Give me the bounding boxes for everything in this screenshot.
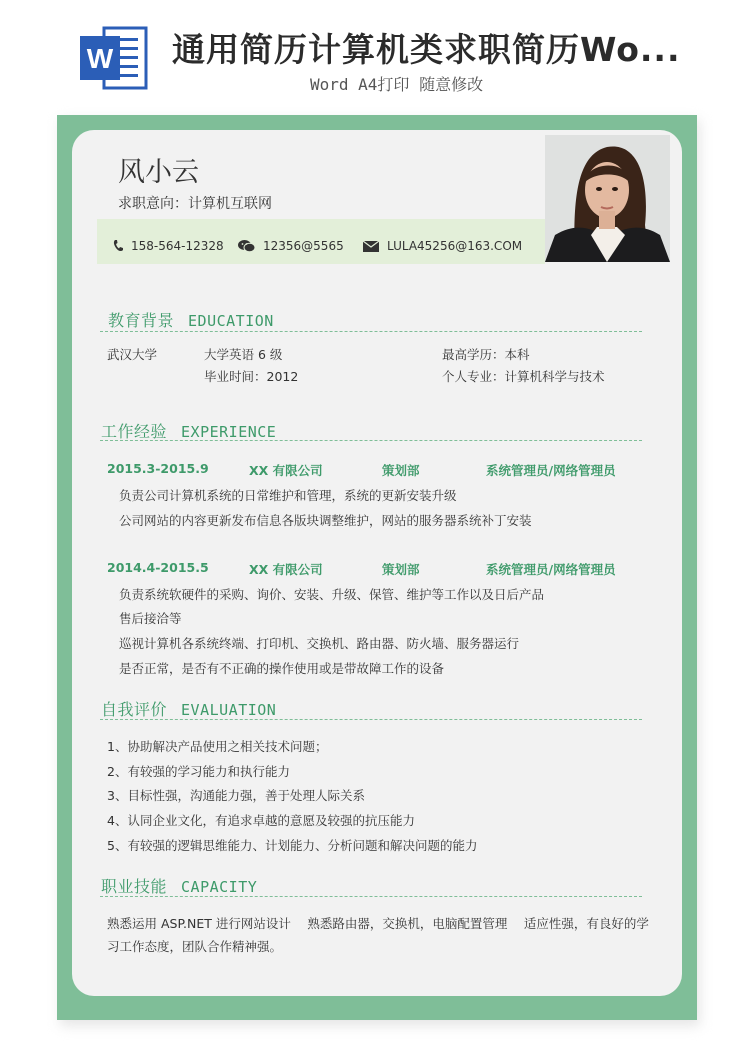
edu-graduation: 毕业时间：2012	[204, 369, 299, 384]
education-title-en: EDUCATION	[188, 312, 274, 330]
mail-icon	[363, 241, 379, 252]
edu-english: 大学英语 6 级	[204, 347, 283, 362]
experience-heading	[101, 419, 276, 442]
phone-number: 158-564-12328	[131, 239, 224, 253]
job-desc-line: 负责公司计算机系统的日常维护和管理，系统的更新安装升级	[119, 488, 457, 503]
evaluation-heading	[101, 697, 276, 720]
edu-school: 武汉大学	[107, 347, 158, 362]
job-role: 系统管理员/网络管理员	[486, 562, 616, 577]
email-address: LULA45256@163.COM	[387, 239, 523, 253]
evaluation-item: 4、认同企业文化，有追求卓越的意愿及较强的抗压能力	[107, 813, 415, 828]
evaluation-item: 5、有较强的逻辑思维能力、计划能力、分析问题和解决问题的能力	[107, 838, 478, 853]
evaluation-item: 1、协助解决产品使用之相关技术问题；	[107, 739, 328, 754]
evaluation-item: 2、有较强的学习能力和执行能力	[107, 764, 290, 779]
job-desc-line: 巡视计算机各系统终端、打印机、交换机、路由器、防火墙、服务器运行	[119, 636, 520, 651]
job-intent: 求职意向：计算机互联网	[118, 196, 272, 212]
experience-divider	[100, 440, 642, 441]
edu-degree: 最高学历：本科	[442, 347, 530, 362]
contact-email	[363, 239, 522, 253]
skills-heading	[101, 874, 257, 897]
job-period: 2015.3-2015.9	[107, 461, 209, 476]
education-heading	[108, 308, 274, 331]
evaluation-item: 3、目标性强，沟通能力强，善于处理人际关系	[107, 788, 365, 803]
skills-title-en: CAPACITY	[181, 878, 258, 896]
job-role: 系统管理员/网络管理员	[486, 463, 616, 478]
education-divider	[100, 331, 642, 332]
evaluation-divider	[100, 719, 642, 720]
page-subtitle: Word A4打印 随意修改	[310, 75, 484, 94]
job-desc-line: 负责系统软硬件的采购、询价、安装、升级、保管、维护等工作以及日后产品	[119, 587, 545, 602]
skills-divider	[100, 896, 642, 897]
education-title-cn: 教育背景	[108, 311, 175, 330]
job-company: XX 有限公司	[249, 463, 323, 478]
word-app-icon	[78, 22, 148, 94]
page-title: 通用简历计算机类求职简历Wo...	[172, 30, 681, 69]
candidate-name: 风小云	[118, 157, 199, 188]
skills-line: 习工作态度，团队合作精神强。	[107, 939, 283, 954]
wechat-id: 12356@5565	[263, 239, 344, 253]
evaluation-title-en: EVALUATION	[181, 701, 277, 719]
experience-title-en: EXPERIENCE	[181, 423, 277, 441]
job-desc-line: 售后接洽等	[119, 611, 182, 626]
job-dept: 策划部	[382, 463, 420, 478]
skills-line: 熟悉运用 ASP.NET 进行网站设计 熟悉路由器，交换机，电脑配置管理 适应性强，有良好的学	[107, 916, 649, 931]
contact-phone	[113, 239, 224, 253]
contact-wechat	[238, 239, 344, 253]
job-period: 2014.4-2015.5	[107, 560, 209, 575]
skills-title-cn: 职业技能	[101, 877, 168, 896]
word-icon-letter: W	[86, 43, 114, 74]
phone-icon	[113, 240, 123, 252]
profile-photo	[545, 135, 670, 262]
job-desc-line: 是否正常，是否有不正确的操作使用或是带故障工作的设备	[119, 661, 445, 676]
job-dept: 策划部	[382, 562, 420, 577]
evaluation-title-cn: 自我评价	[101, 700, 168, 719]
experience-title-cn: 工作经验	[101, 422, 168, 441]
job-company: XX 有限公司	[249, 562, 323, 577]
job-desc-line: 公司网站的内容更新发布信息各版块调整维护，网站的服务器系统补丁安装	[119, 513, 532, 528]
wechat-icon	[238, 240, 255, 252]
edu-major: 个人专业：计算机科学与技术	[442, 369, 605, 384]
